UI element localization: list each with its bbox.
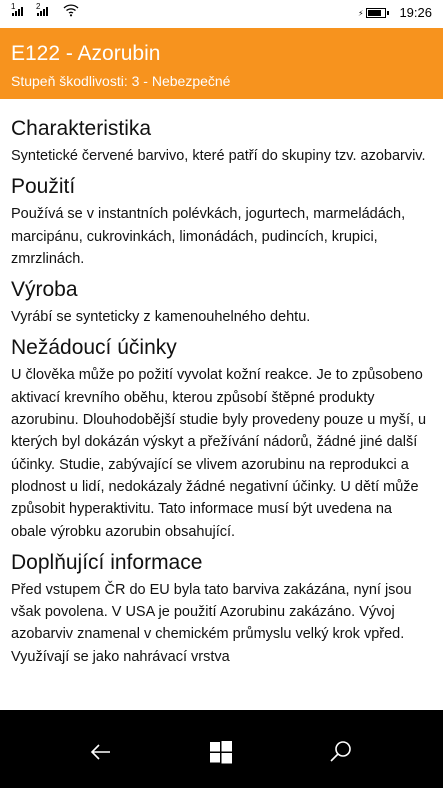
section-body: Syntetické červené barvivo, které patří do skupiny tzv. azobarviv.: [11, 148, 426, 164]
section-heading: Výroba: [11, 278, 78, 302]
windows-logo-icon[interactable]: [209, 740, 233, 764]
section-heading: Nežádoucí účinky: [11, 336, 177, 360]
back-arrow-icon[interactable]: [89, 740, 113, 764]
sim1-label: 1: [11, 2, 16, 11]
section-body: Používá se v instantních polévkách, jogurtech, marmeládách, marcipánu, cukrovinkách, limonádách, pudincích, krupici, zmrzlinách.: [11, 206, 406, 267]
section-vyroba: [11, 277, 431, 328]
harm-level-subtitle: Stupeň škodlivosti: 3 - Nebezpečné: [11, 73, 231, 89]
sim2-label: 2: [36, 2, 41, 11]
wifi-icon: [63, 3, 79, 17]
section-body: U člověka může po požití vyvolat kožní reakce. Je to způsobeno aktivací krevního oběhu, kterou způsobí štěpné produkty azorubinu. Dlouhodobější studie byly provedeny pouze u myší, u kterých byl dokázán výskyt a přežívání nádorů, žádné jiné další účinky. Studie, zabývající se vlivem azorubinu na reprodukci a plodnost u lidí, nedokázaly žádné negativní účinky. U dětí může způsobit hyperaktivitu. Tato informace musí být uvedena na obale výrobku azorubin obsahující.: [11, 367, 427, 540]
detail-content[interactable]: [0, 99, 443, 710]
section-charakteristika: [11, 116, 431, 167]
section-body: Vyrábí se synteticky z kamenouhelného dehtu.: [11, 309, 311, 326]
signal-icon: [37, 4, 48, 16]
app-header: [0, 28, 443, 99]
signal-icon: [12, 4, 23, 16]
system-nav-bar: [0, 710, 443, 788]
section-heading: Použití: [11, 175, 76, 199]
section-pouziti: [11, 174, 431, 270]
clock: 19:26: [399, 5, 432, 20]
section-nezadouci-ucinky: [11, 335, 431, 542]
status-bar: [0, 0, 443, 28]
section-doplnujici-informace: [11, 550, 431, 668]
search-icon[interactable]: [329, 740, 353, 764]
section-heading: Charakteristika: [11, 117, 152, 140]
section-heading: Doplňující informace: [11, 550, 203, 574]
page-title: E122 - Azorubin: [11, 42, 161, 65]
section-body: Před vstupem ČR do EU byla tato barviva zakázána, nyní jsou však povolena. V USA je použití Azorubinu zakázáno. Vývoj azobarviv znamenal v chemickém průmyslu velký krok vpřed. Využívají se jako nahrávací vrstva: [11, 581, 412, 665]
battery-charging-icon: ⚡: [366, 8, 386, 18]
